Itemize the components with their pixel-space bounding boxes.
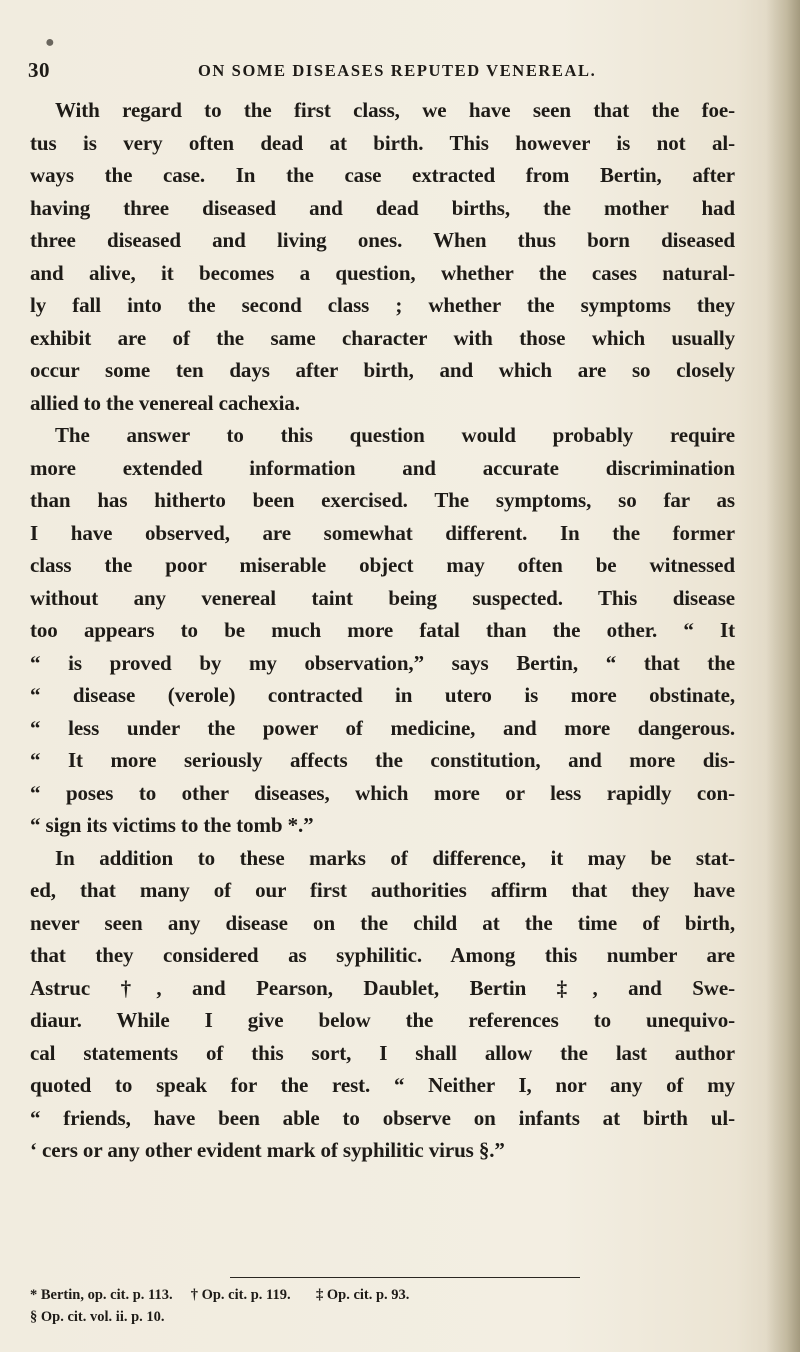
text-line: ‘ cers or any other evident mark of syphilitic virus §.”	[30, 1138, 505, 1162]
text-line: tus is very often dead at birth. This however is not al-	[30, 130, 735, 155]
page-edge-shadow	[766, 0, 800, 1352]
body-text	[30, 94, 735, 1167]
running-title: ON SOME DISEASES REPUTED VENEREAL.	[198, 61, 597, 80]
text-line: class the poor miserable object may often be witnessed	[30, 553, 735, 577]
text-line: without any venereal taint being suspected. This disease	[30, 585, 735, 610]
text-line: “ sign its victims to the tomb *.”	[30, 813, 314, 837]
text-line: “ less under the power of medicine, and more dangerous.	[30, 715, 735, 740]
text-line: too appears to be much more fatal than the other. “ It	[30, 618, 735, 642]
text-line: The answer to this question would probably require	[55, 423, 735, 447]
text-line: Astruc †, and Pearson, Daublet, Bertin ‡, and Swe-	[30, 975, 735, 1000]
text-line: allied to the venereal cachexia.	[30, 390, 300, 415]
text-line: In addition to these marks of difference, it may be stat-	[55, 845, 735, 870]
footnotes	[30, 1284, 730, 1328]
text-line: exhibit are of the same character with those which usually	[30, 325, 735, 350]
text-line: and alive, it becomes a question, whether the cases natural-	[30, 260, 735, 285]
page-number: 30	[28, 58, 50, 82]
footnote-divider	[230, 1277, 580, 1278]
bullet-mark: ●	[45, 34, 55, 51]
text-line: never seen any disease on the child at the time of birth,	[30, 910, 735, 935]
text-line: “ It more seriously affects the constitution, and more dis-	[30, 748, 735, 772]
text-line: With regard to the first class, we have seen that the foe-	[55, 98, 735, 122]
text-line: more extended information and accurate discrimination	[30, 455, 735, 480]
footnote-line: § Op. cit. vol. ii. p. 10.	[30, 1309, 165, 1325]
text-line: diaur. While I give below the references to unequivo-	[30, 1008, 735, 1032]
text-line: “ is proved by my observation,” says Bertin, “ that the	[30, 650, 735, 675]
text-line: ly fall into the second class ; whether the symptoms they	[30, 293, 735, 317]
text-line: “ disease (verole) contracted in utero is more obstinate,	[30, 683, 735, 707]
footnote-line: * Bertin, op. cit. p. 113. † Op. cit. p. 119. ‡ Op. cit. p. 93.	[30, 1287, 410, 1303]
text-line: “ friends, have been able to observe on infants at birth ul-	[30, 1105, 735, 1130]
text-line: than has hitherto been exercised. The symptoms, so far as	[30, 488, 735, 512]
text-line: ways the case. In the case extracted from Bertin, after	[30, 163, 735, 187]
page-header	[28, 58, 748, 86]
text-line: quoted to speak for the rest. “ Neither I, nor any of my	[30, 1073, 735, 1097]
text-line: having three diseased and dead births, the mother had	[30, 195, 735, 220]
text-line: cal statements of this sort, I shall allow the last author	[30, 1040, 735, 1065]
text-line: ed, that many of our first authorities affirm that they have	[30, 878, 735, 902]
text-line: “ poses to other diseases, which more or less rapidly con-	[30, 780, 735, 805]
text-line: I have observed, are somewhat different. In the former	[30, 520, 735, 545]
text-line: that they considered as syphilitic. Among this number are	[30, 943, 735, 967]
text-line: three diseased and living ones. When thus born diseased	[30, 228, 735, 252]
text-line: occur some ten days after birth, and which are so closely	[30, 358, 735, 382]
